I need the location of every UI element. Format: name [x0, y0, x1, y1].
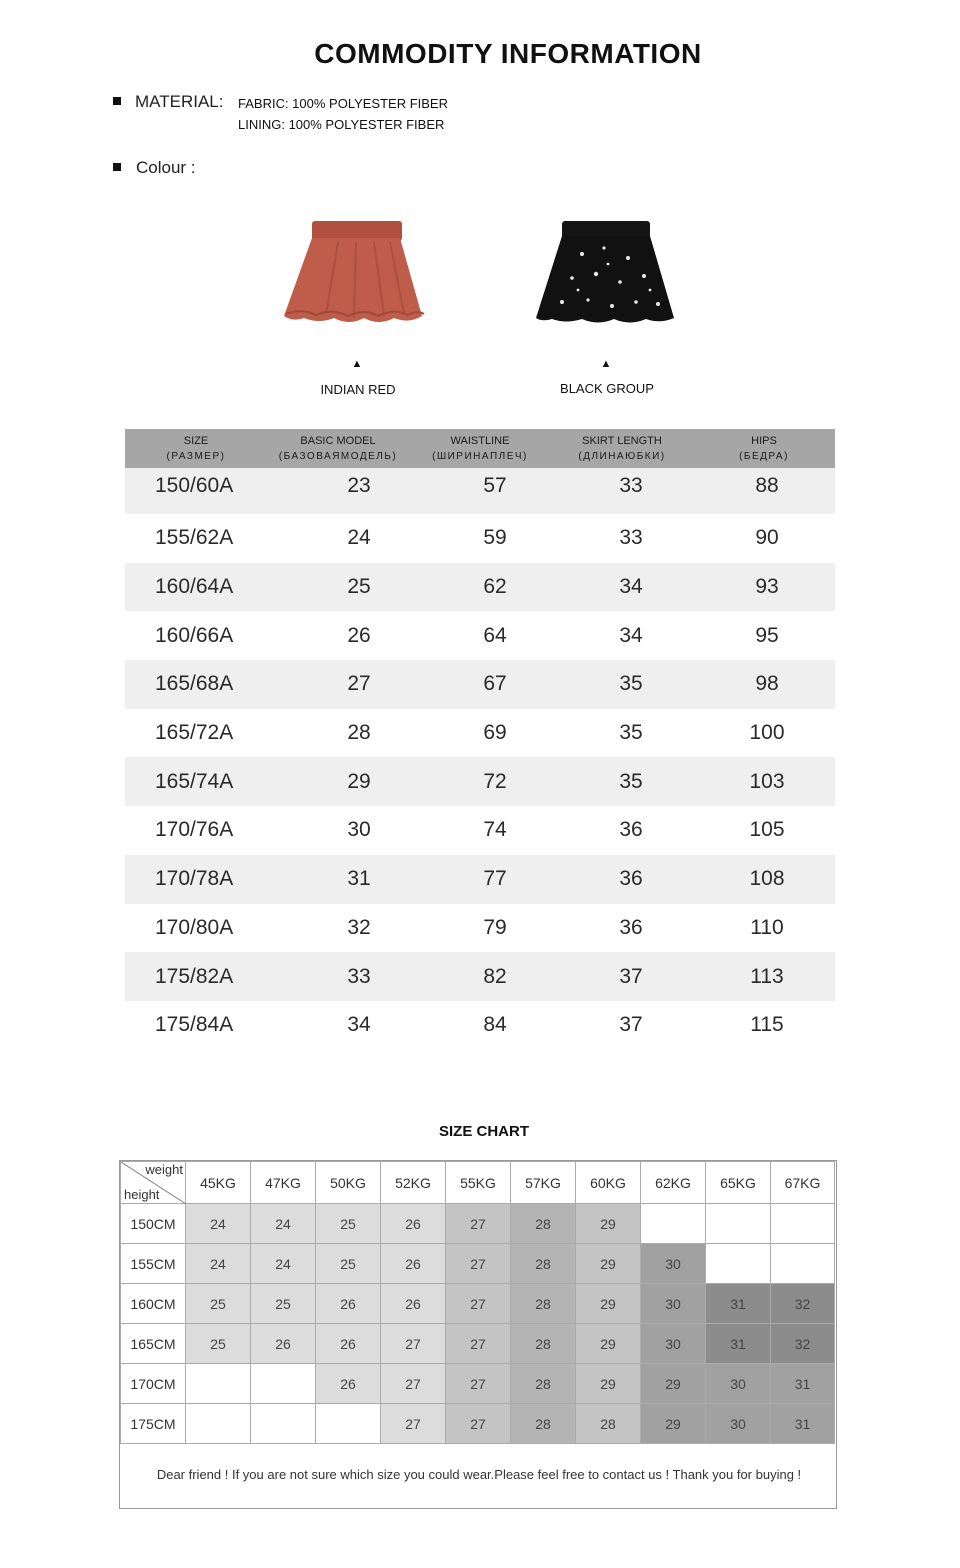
weight-header: 45KG [186, 1162, 251, 1204]
height-header: 155CM [121, 1244, 186, 1284]
size-chart-grid [120, 1161, 835, 1444]
chart-cell: 27 [446, 1404, 511, 1444]
chart-cell: 32 [771, 1324, 835, 1364]
waistline-cell: 67 [483, 672, 507, 696]
colour-bullet [113, 163, 121, 171]
colour-option-indian-red[interactable]: INDIAN RED [320, 382, 396, 397]
size-cell: 175/82A [155, 964, 234, 988]
skirt-length-cell: 36 [619, 867, 643, 891]
chart-cell: 24 [251, 1204, 316, 1244]
chart-cell: 29 [576, 1284, 641, 1324]
chart-cell: 25 [251, 1284, 316, 1324]
hips-cell: 93 [755, 575, 779, 599]
basic-model-cell: 30 [347, 818, 371, 842]
weight-header: 57KG [511, 1162, 576, 1204]
chart-cell: 25 [316, 1204, 381, 1244]
chart-cell: 24 [186, 1204, 251, 1244]
chart-cell: 26 [316, 1324, 381, 1364]
height-header: 175CM [121, 1404, 186, 1444]
chart-cell [186, 1364, 251, 1404]
table-row [125, 563, 835, 612]
size-cell: 170/76A [155, 818, 234, 842]
chart-cell: 28 [511, 1204, 576, 1244]
size-chart [119, 1160, 837, 1509]
waistline-cell: 84 [483, 1013, 507, 1037]
waistline-cell: 57 [483, 474, 507, 497]
height-header: 160CM [121, 1284, 186, 1324]
chart-cell: 26 [316, 1284, 381, 1324]
chart-cell: 27 [446, 1244, 511, 1284]
chart-cell [251, 1364, 316, 1404]
size-cell: 175/84A [155, 1013, 234, 1037]
size-cell: 165/68A [155, 672, 234, 696]
size-chart-row [121, 1404, 835, 1444]
lining-line: LINING: 100% POLYESTER FIBER [238, 117, 445, 132]
size-chart-row [121, 1244, 835, 1284]
chart-cell: 30 [641, 1284, 706, 1324]
waistline-cell: 62 [483, 575, 507, 599]
chart-cell: 31 [706, 1284, 771, 1324]
chart-cell: 28 [511, 1324, 576, 1364]
colour-label: Colour : [136, 158, 196, 177]
black-group-arrow: ▲ [600, 358, 612, 370]
table-row [125, 1001, 835, 1050]
size-chart-row [121, 1364, 835, 1404]
table-row [125, 806, 835, 855]
chart-cell [771, 1244, 835, 1284]
chart-cell: 27 [381, 1364, 446, 1404]
size-cell: 165/74A [155, 769, 234, 793]
waistline-cell: 72 [483, 769, 507, 793]
size-cell: 160/66A [155, 623, 234, 647]
page-title: COMMODITY INFORMATION [314, 38, 702, 69]
material-label: MATERIAL: [135, 92, 224, 111]
table-row [125, 611, 835, 660]
table-row [125, 855, 835, 904]
corner-height-label: height [124, 1187, 160, 1202]
size-cell: 150/60A [155, 474, 234, 497]
chart-cell [706, 1204, 771, 1244]
weight-header: 47KG [251, 1162, 316, 1204]
basic-model-cell: 24 [347, 526, 371, 550]
chart-cell: 25 [316, 1244, 381, 1284]
basic-model-cell: 25 [347, 575, 371, 599]
waistline-cell: 69 [483, 721, 507, 745]
weight-header: 65KG [706, 1162, 771, 1204]
weight-header: 50KG [316, 1162, 381, 1204]
size-chart-header-row [121, 1162, 835, 1204]
size-chart-corner [121, 1162, 186, 1204]
chart-cell: 27 [446, 1324, 511, 1364]
size-chart-title: SIZE CHART [439, 1123, 529, 1140]
chart-cell [251, 1404, 316, 1444]
table-row [125, 514, 835, 563]
skirt-length-cell: 37 [619, 1013, 643, 1037]
hips-cell: 113 [750, 964, 784, 988]
size-cell: 165/72A [155, 721, 234, 745]
indian-red-skirt-image[interactable] [278, 218, 434, 328]
waistline-cell: 59 [483, 526, 507, 550]
skirt-length-cell: 34 [619, 575, 643, 599]
hips-cell: 110 [750, 915, 784, 939]
basic-model-cell: 23 [347, 474, 371, 497]
skirt-length-cell: 33 [619, 474, 643, 497]
chart-cell: 28 [511, 1244, 576, 1284]
basic-model-cell: 26 [347, 623, 371, 647]
size-chart-row [121, 1324, 835, 1364]
chart-cell: 27 [446, 1364, 511, 1404]
skirt-length-cell: 36 [619, 818, 643, 842]
chart-cell: 27 [381, 1404, 446, 1444]
colour-option-black-group[interactable]: BLACK GROUP [560, 381, 654, 396]
hips-cell: 88 [755, 474, 779, 497]
skirt-length-cell: 35 [619, 721, 643, 745]
size-chart-row [121, 1284, 835, 1324]
hips-cell: 103 [749, 769, 785, 793]
hips-cell: 108 [749, 867, 785, 891]
basic-model-cell: 34 [347, 1013, 371, 1037]
chart-cell: 29 [641, 1404, 706, 1444]
waistline-cell: 82 [483, 964, 507, 988]
table-row [125, 757, 835, 806]
chart-cell: 31 [771, 1404, 835, 1444]
height-header: 150CM [121, 1204, 186, 1244]
corner-weight-label: weight [145, 1162, 183, 1177]
skirt-length-cell: 33 [619, 526, 643, 550]
chart-cell: 28 [511, 1364, 576, 1404]
table-row [125, 660, 835, 709]
basic-model-cell: 32 [347, 915, 371, 939]
size-table [125, 429, 835, 1050]
chart-cell [706, 1244, 771, 1284]
chart-cell [316, 1404, 381, 1444]
indian-red-arrow: ▲ [351, 358, 363, 370]
chart-cell: 32 [771, 1284, 835, 1324]
hips-cell: 95 [755, 623, 779, 647]
table-row [125, 468, 835, 514]
basic-model-cell: 28 [347, 721, 371, 745]
chart-cell: 26 [381, 1204, 446, 1244]
size-cell: 160/64A [155, 575, 234, 599]
black-group-skirt-image[interactable] [532, 218, 682, 328]
chart-cell: 30 [641, 1324, 706, 1364]
chart-cell: 31 [771, 1364, 835, 1404]
chart-cell: 29 [641, 1364, 706, 1404]
chart-cell: 24 [186, 1244, 251, 1284]
basic-model-cell: 27 [347, 672, 371, 696]
chart-cell: 26 [316, 1364, 381, 1404]
chart-cell: 30 [706, 1364, 771, 1404]
size-chart-row [121, 1204, 835, 1244]
header-skirt-length: SKIRT LENGTH (ДЛИНАЮБКИ) [578, 435, 666, 462]
chart-cell: 29 [576, 1204, 641, 1244]
chart-cell [186, 1404, 251, 1444]
waistline-cell: 79 [483, 915, 507, 939]
skirt-length-cell: 35 [619, 672, 643, 696]
chart-cell: 24 [251, 1244, 316, 1284]
basic-model-cell: 31 [347, 867, 371, 891]
chart-cell: 25 [186, 1284, 251, 1324]
chart-cell: 30 [641, 1244, 706, 1284]
table-row [125, 952, 835, 1001]
chart-cell: 29 [576, 1244, 641, 1284]
size-cell: 170/80A [155, 915, 234, 939]
table-row [125, 904, 835, 953]
height-header: 170CM [121, 1364, 186, 1404]
skirt-length-cell: 35 [619, 769, 643, 793]
chart-cell: 27 [381, 1324, 446, 1364]
weight-header: 55KG [446, 1162, 511, 1204]
skirt-length-cell: 34 [619, 623, 643, 647]
hips-cell: 90 [755, 526, 779, 550]
chart-cell: 28 [576, 1404, 641, 1444]
basic-model-cell: 29 [347, 769, 371, 793]
waistline-cell: 64 [483, 623, 507, 647]
weight-header: 62KG [641, 1162, 706, 1204]
chart-cell: 27 [446, 1284, 511, 1324]
hips-cell: 115 [750, 1013, 784, 1037]
waistline-cell: 74 [483, 818, 507, 842]
size-cell: 170/78A [155, 867, 234, 891]
hips-cell: 98 [755, 672, 779, 696]
hips-cell: 105 [749, 818, 785, 842]
size-table-header [125, 429, 835, 468]
weight-header: 60KG [576, 1162, 641, 1204]
header-basic-model: BASIC MODEL (БАЗОВАЯМОДЕЛЬ) [278, 435, 398, 462]
header-hips: HIPS (БЕДРА) [739, 435, 789, 462]
size-cell: 155/62A [155, 526, 234, 550]
chart-cell: 31 [706, 1324, 771, 1364]
header-size: SIZE (РАЗМЕР) [166, 435, 226, 462]
hips-cell: 100 [749, 721, 785, 745]
chart-cell: 28 [511, 1284, 576, 1324]
chart-cell [641, 1204, 706, 1244]
chart-cell: 27 [446, 1204, 511, 1244]
size-chart-note: Dear friend ! If you are not sure which size you could wear.Please feel free to contact us ! Thank you for buying ! [156, 1467, 802, 1482]
height-header: 165CM [121, 1324, 186, 1364]
fabric-line: FABRIC: 100% POLYESTER FIBER [238, 96, 448, 111]
chart-cell: 26 [251, 1324, 316, 1364]
skirt-length-cell: 36 [619, 915, 643, 939]
basic-model-cell: 33 [347, 964, 371, 988]
material-bullet [113, 97, 121, 105]
chart-cell: 30 [706, 1404, 771, 1444]
weight-header: 52KG [381, 1162, 446, 1204]
chart-cell: 25 [186, 1324, 251, 1364]
header-waistline: WAISTLINE (ШИРИНАПЛЕЧ) [432, 435, 528, 462]
chart-cell: 26 [381, 1244, 446, 1284]
chart-cell: 29 [576, 1364, 641, 1404]
chart-cell [771, 1204, 835, 1244]
weight-header: 67KG [771, 1162, 835, 1204]
chart-cell: 26 [381, 1284, 446, 1324]
waistline-cell: 77 [483, 867, 507, 891]
skirt-length-cell: 37 [619, 964, 643, 988]
table-row [125, 709, 835, 758]
chart-cell: 29 [576, 1324, 641, 1364]
chart-cell: 28 [511, 1404, 576, 1444]
